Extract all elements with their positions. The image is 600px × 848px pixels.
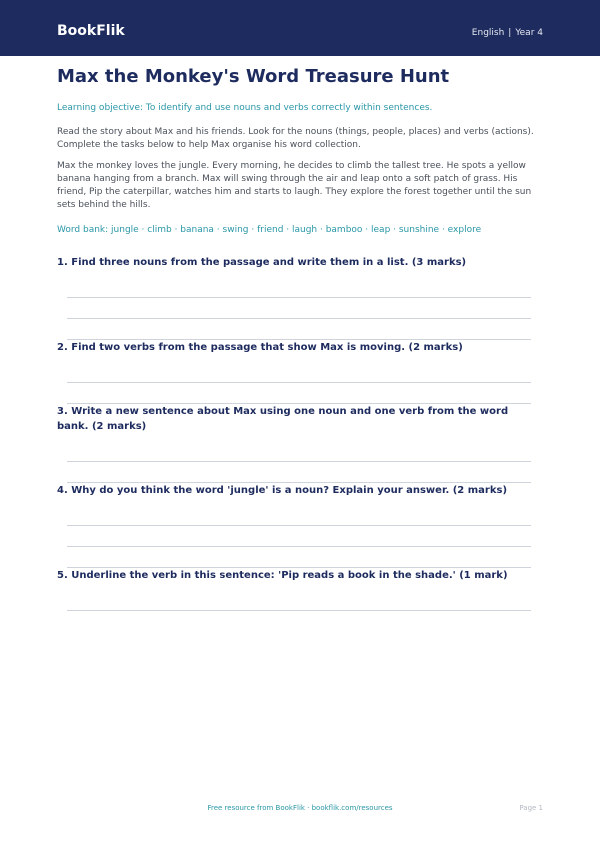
- page-number: Page 1: [519, 804, 543, 812]
- question-3: 3. Write a new sentence about Max using one noun and one verb from the word bank. (2 marks): [57, 406, 509, 432]
- footer-resource-link[interactable]: Free resource from BookFlik · bookflik.com/resources: [207, 804, 393, 812]
- page-footer: [0, 803, 600, 815]
- question-1: 1. Find three nouns from the passage and write them in a list. (3 marks): [57, 257, 467, 268]
- learning-objective: Learning objective: To identify and use nouns and verbs correctly within sentences.: [57, 103, 433, 113]
- questions-section: [57, 255, 543, 611]
- word-bank: Word bank: jungle · climb · banana · swing · friend · laugh · bamboo · leap · sunshine · explore: [57, 225, 482, 235]
- answer-line[interactable]: [67, 610, 531, 611]
- question-5: 5. Underline the verb in this sentence: 'Pip reads a book in the shade.' (1 mark): [57, 570, 508, 581]
- separator: |: [508, 28, 512, 38]
- story-passage: Max the monkey loves the jungle. Every morning, he decides to climb the tallest tree. He spots a yellow banana hanging from a branch. Max will swing through the air and leap onto a soft patch of grass. His friend, Pip the caterpillar, watches him and starts to laugh. They explore the forest together until the sun sets behind the hills.: [57, 161, 532, 210]
- worksheet-content: [57, 66, 543, 611]
- brand-logo[interactable]: BookFlik: [57, 23, 125, 39]
- site-header: [0, 0, 600, 56]
- question-2: 2. Find two verbs from the passage that show Max is moving. (2 marks): [57, 342, 463, 353]
- question-4: 4. Why do you think the word 'jungle' is a noun? Explain your answer. (2 marks): [57, 485, 508, 496]
- worksheet-title: Max the Monkey's Word Treasure Hunt: [57, 66, 450, 87]
- subject-label: English: [471, 28, 505, 38]
- subject-year-label: [472, 27, 543, 39]
- instructions-text: Read the story about Max and his friends. Look for the nouns (things, people, places) and verbs (actions). Complete the tasks below to help Max organise his word collection.: [57, 127, 534, 150]
- year-label: Year 4: [515, 28, 543, 38]
